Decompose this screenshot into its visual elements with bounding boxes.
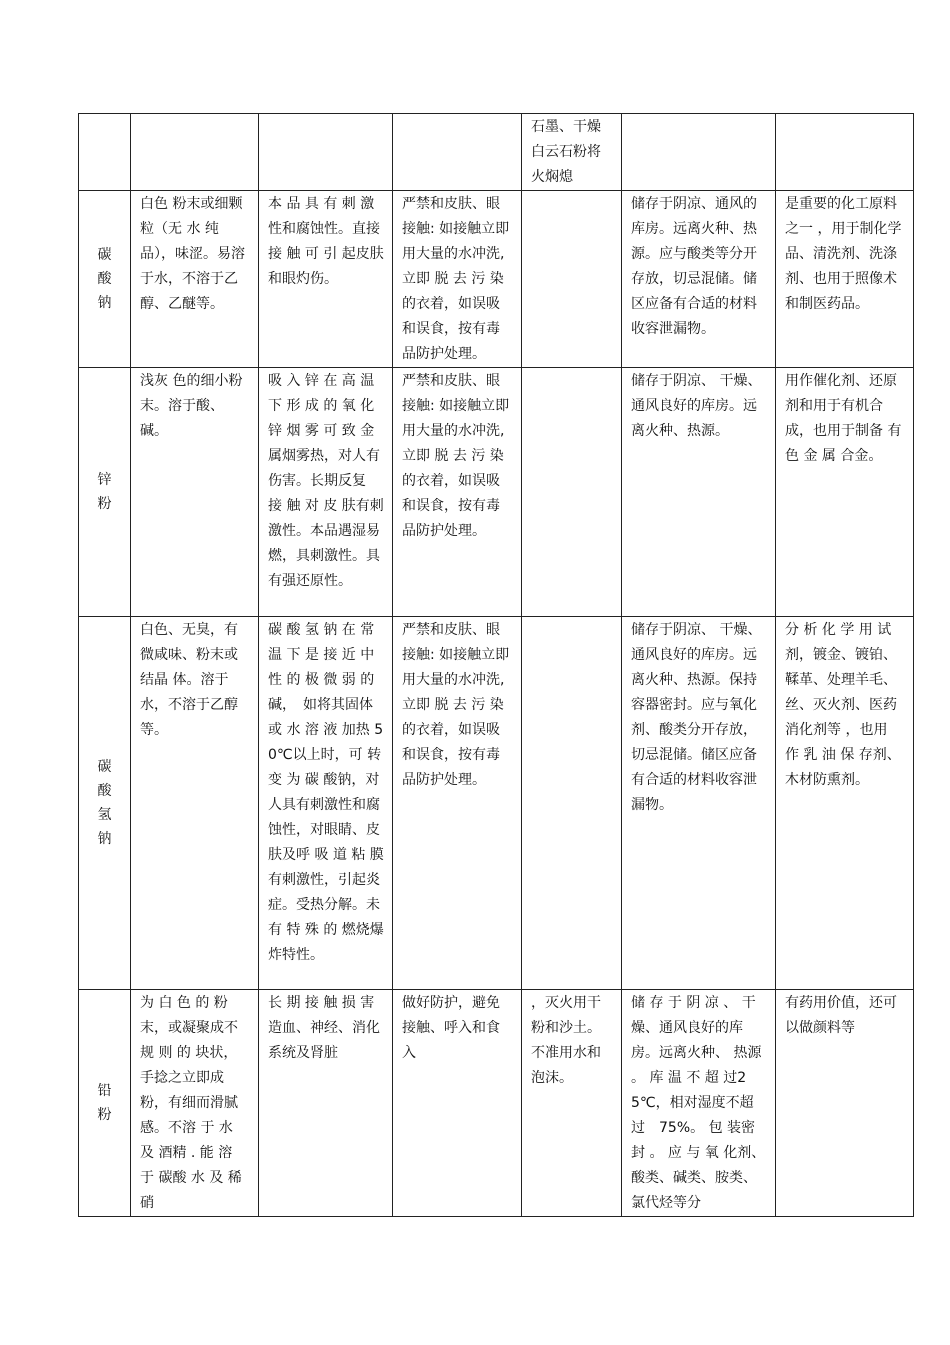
table-row xyxy=(79,990,914,1217)
table-row xyxy=(79,617,914,990)
fire-cell: ，灭火用干粉和沙土。不准用水和泡沫。 xyxy=(522,990,622,1217)
storage-cell: 储存于阴凉、 干燥、通风良好的库房。远离火种、热源。保持容器密封。应与氧化剂、酸类分开存放，切忌混储。储区应备有合适的材料收容泄漏物。 xyxy=(622,617,776,990)
appearance-cell: 白色、无臭，有微咸味、粉末或结晶 体。溶于水，不溶于乙醇等。 xyxy=(131,617,259,990)
usage-cell xyxy=(776,114,914,191)
table-row xyxy=(79,368,914,617)
substance-name: 铅粉 xyxy=(97,1082,112,1123)
hazard-cell: 本 品 具 有 刺 激性和腐蚀性。直接 接 触 可 引 起皮肤和眼灼伤。 xyxy=(259,191,393,368)
usage-cell: 分 析 化 学 用 试剂，镀金、镀铂、鞣革、处理羊毛、丝、灭火剂、医药消化剂等 ，也用 作 乳 油 保 存剂、木材防熏剂。 xyxy=(776,617,914,990)
name-cell xyxy=(79,191,131,368)
fire-cell xyxy=(522,191,622,368)
fire-cell: 石墨、干燥白云石粉将火焖熄 xyxy=(522,114,622,191)
storage-cell: 储 存 于 阴 凉 、 干燥、通风良好的库房。远离火种、 热源 。 库 温 不 超 过25℃，相对湿度不超 过 75%。 包 装密 封 。 应 与 氧 化剂、酸类、碱类、胺类、氯代烃等分 xyxy=(622,990,776,1217)
chemical-safety-table xyxy=(78,113,914,1217)
appearance-cell: 浅灰 色的细小粉末。溶于酸、碱。 xyxy=(131,368,259,617)
first-aid-cell xyxy=(393,114,522,191)
fire-cell xyxy=(522,368,622,617)
first-aid-cell: 做好防护，避免接触、呼入和食入 xyxy=(393,990,522,1217)
name-cell xyxy=(79,368,131,617)
hazard-cell xyxy=(259,114,393,191)
first-aid-cell: 严禁和皮肤、眼接触: 如接触立即用大量的水冲洗, 立即 脱 去 污 染 的衣着，如误吸和误食，按有毒品防护处理。 xyxy=(393,191,522,368)
name-cell xyxy=(79,617,131,990)
storage-cell: 储存于阴凉、 干燥、通风良好的库房。远离火种、热源。 xyxy=(622,368,776,617)
substance-name: 碳酸钠 xyxy=(97,246,112,311)
usage-cell: 用作催化剂、还原剂和用于有机合成，也用于制备 有 色 金 属 合金。 xyxy=(776,368,914,617)
name-cell xyxy=(79,114,131,191)
table-row xyxy=(79,114,914,191)
hazard-cell: 碳 酸 氢 钠 在 常温 下 是 接 近 中性 的 极 微 弱 的碱， 如将其固体 或 水 溶 液 加热 50℃以上时，可 转 变 为 碳 酸钠，对人具有刺激性和腐蚀性，对眼睛、皮肤及呼 吸 道 粘 膜 有刺激性，引起炎症。受热分解。未 有 特 殊 的 燃烧爆炸特性。 xyxy=(259,617,393,990)
hazard-cell: 吸 入 锌 在 高 温下 形 成 的 氧 化锌 烟 雾 可 致 金属烟雾热，对人有伤害。长期反复 接 触 对 皮 肤有刺激性。本品遇湿易燃，具刺激性。具有强还原性。 xyxy=(259,368,393,617)
usage-cell: 有药用价值，还可以做颜料等 xyxy=(776,990,914,1217)
table-row xyxy=(79,191,914,368)
appearance-cell xyxy=(131,114,259,191)
appearance-cell: 白色 粉末或细颗 粒（无 水 纯品），味涩。易溶于水，不溶于乙醇、乙醚等。 xyxy=(131,191,259,368)
appearance-cell: 为 白 色 的 粉末，或凝聚成不 规 则 的 块状，手捻之立即成粉，有细而滑腻感。不溶 于 水 及 酒精 . 能 溶 于 碳酸 水 及 稀 硝 xyxy=(131,990,259,1217)
storage-cell: 储存于阴凉、通风的库房。远离火种、热源。应与酸类等分开存放，切忌混储。储区应备有合适的材料收容泄漏物。 xyxy=(622,191,776,368)
name-cell xyxy=(79,990,131,1217)
storage-cell xyxy=(622,114,776,191)
fire-cell xyxy=(522,617,622,990)
first-aid-cell: 严禁和皮肤、眼接触: 如接触立即用大量的水冲洗, 立即 脱 去 污 染 的衣着，如误吸和误食，按有毒品防护处理。 xyxy=(393,368,522,617)
usage-cell: 是重要的化工原料之一 ，用于制化学品、清洗剂、洗涤剂、也用于照像术和制医药品。 xyxy=(776,191,914,368)
first-aid-cell: 严禁和皮肤、眼接触: 如接触立即用大量的水冲洗, 立即 脱 去 污 染 的衣着，如误吸和误食，按有毒品防护处理。 xyxy=(393,617,522,990)
hazard-cell: 长 期 接 触 损 害造血、神经、消化系统及肾脏 xyxy=(259,990,393,1217)
substance-name: 碳酸氢钠 xyxy=(97,758,112,847)
substance-name: 锌粉 xyxy=(97,471,112,512)
